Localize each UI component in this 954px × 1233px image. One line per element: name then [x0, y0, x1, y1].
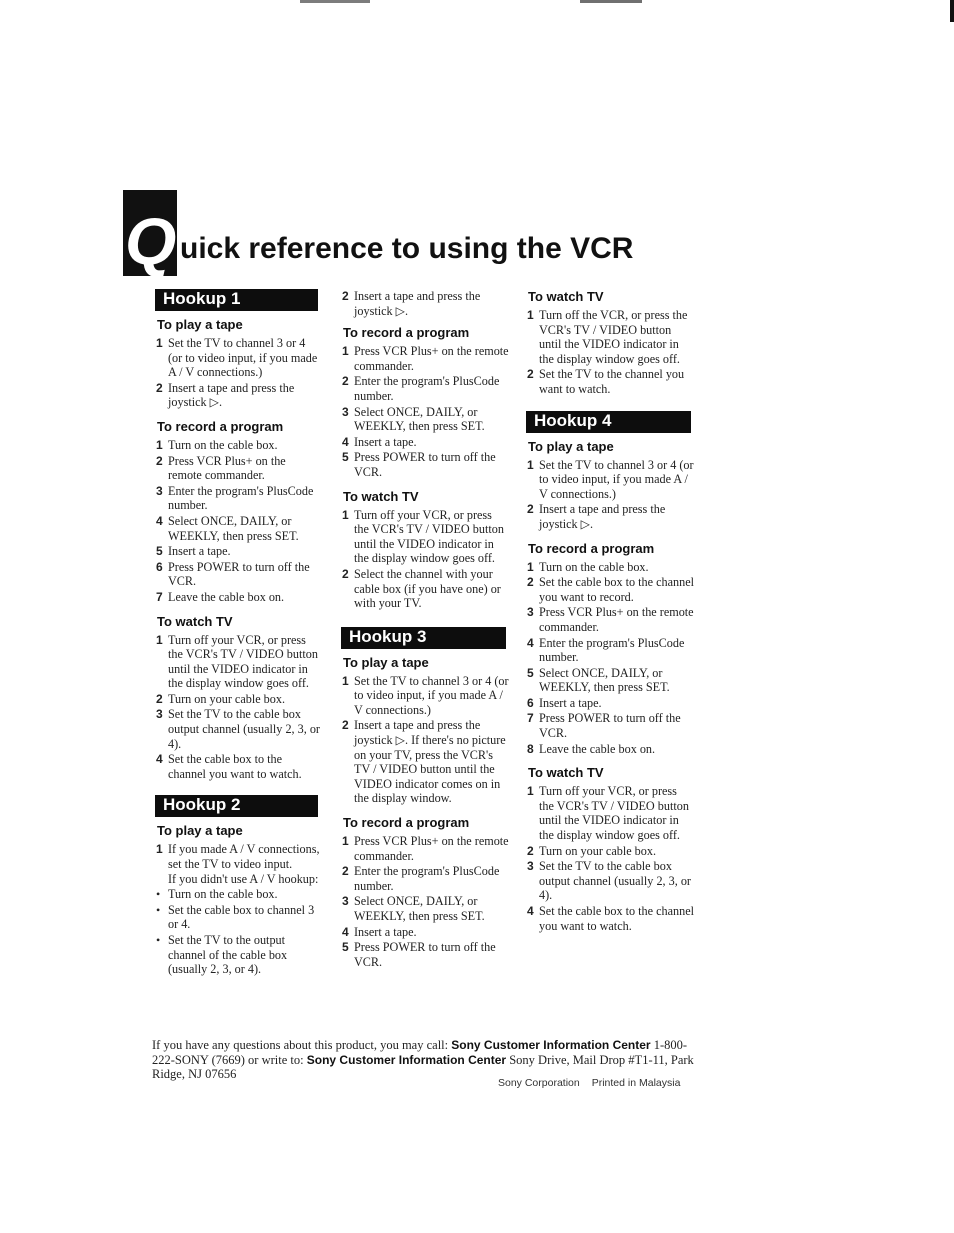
step-text: Enter the program's PlusCode number. [354, 864, 500, 893]
step-number: 1 [527, 559, 534, 574]
step-number: 2 [527, 575, 534, 590]
hookup-4-label: Hookup 4 [534, 410, 612, 430]
hookup-4-header [526, 411, 691, 433]
list-item [526, 560, 694, 575]
list-item [341, 374, 509, 403]
hookup-2-record-heading: To record a program [343, 325, 470, 341]
step-number: 8 [527, 741, 534, 756]
step-number: 3 [342, 894, 349, 909]
step-text: Set the TV to the channel you want to watch. [539, 367, 685, 396]
step-number: 1 [156, 336, 163, 350]
scan-artifact [950, 0, 954, 22]
print-info [498, 1077, 680, 1089]
step-text: Select the channel with your cable box (if you have one) or with your TV. [354, 566, 501, 611]
step-number: 4 [527, 904, 534, 918]
hookup-2-label: Hookup 2 [163, 795, 241, 815]
step-number: 6 [527, 695, 534, 710]
list-item [341, 405, 509, 434]
step-text: Press POWER to turn off the VCR. [539, 711, 681, 741]
hookup-1-label: Hookup 1 [163, 289, 241, 308]
list-item [526, 784, 694, 842]
list-item [526, 636, 694, 665]
step-text: Press VCR Plus+ on the remote commander. [354, 344, 509, 373]
step-text: If you made A / V connections, set the TV to video input. [168, 842, 320, 872]
step-number: 3 [527, 605, 534, 620]
step-text: Turn off your VCR, or press the VCR's TV / VIDEO button until the VIDEO indicator in the display window goes off. [354, 507, 504, 566]
list-item [341, 834, 509, 863]
step-text: Press POWER to turn off the VCR. [168, 559, 310, 589]
step-text: Select ONCE, DAILY, or WEEKLY, then press SET. [354, 894, 485, 923]
contact-footer [152, 1038, 702, 1082]
list-item [155, 752, 320, 781]
step-text: Leave the cable box on. [168, 589, 285, 604]
column-hookup-1 [155, 289, 320, 978]
scan-artifact [580, 0, 642, 3]
step-number: 2 [342, 374, 349, 389]
list-item [155, 438, 320, 453]
step-text: Insert a tape and press the joystick ▷. [539, 502, 666, 531]
step-number: 2 [156, 453, 163, 468]
list-item [341, 508, 509, 566]
step-text: Set the TV to channel 3 or 4 (or to video input, if you made A / V connections.) [539, 457, 694, 501]
step-text: Press VCR Plus+ on the remote commander. [168, 453, 286, 483]
step-text: Set the cable box to the channel you want to watch. [168, 752, 302, 781]
hookup-2-watch-heading: To watch TV [343, 488, 419, 504]
bullet-dot: • [156, 902, 161, 917]
hookup-1-record-heading: To record a program [157, 418, 284, 434]
list-item [155, 544, 320, 559]
column-3 [526, 289, 694, 934]
step-text-alt: If you didn't use A / V hookup: [168, 871, 319, 886]
list-item [341, 450, 509, 479]
hookup-4-watch-heading: To watch TV [528, 765, 604, 781]
hookup-1-play-heading: To play a tape [157, 317, 243, 332]
step-number: 2 [342, 864, 349, 879]
step-number: 4 [527, 635, 534, 650]
step-number: 1 [156, 437, 163, 452]
step-number: 1 [342, 344, 349, 359]
hookup-3-play-heading: To play a tape [343, 654, 429, 670]
hookup-3-label: Hookup 3 [349, 626, 427, 646]
hookup-4-record-heading: To record a program [528, 540, 655, 556]
step-text: Enter the program's PlusCode number. [168, 483, 314, 513]
step-text: Turn on the cable box. [168, 437, 278, 452]
step-number: 2 [342, 289, 349, 303]
step-number: 3 [156, 483, 163, 498]
step-number: 2 [342, 566, 349, 581]
list-item [526, 859, 694, 903]
list-item [155, 590, 320, 605]
step-number: 3 [342, 404, 349, 419]
step-text: Set the cable box to the channel you want to record. [539, 575, 694, 604]
list-item [155, 484, 320, 513]
list-item [526, 605, 694, 634]
step-number: 4 [156, 752, 163, 767]
bullet-item [155, 933, 320, 977]
footer-lead: If you have any questions about this product, you may call: [152, 1038, 449, 1052]
step-number: 5 [342, 450, 349, 465]
step-number: 1 [342, 507, 349, 522]
step-number: 2 [342, 718, 349, 733]
list-item [341, 674, 509, 718]
bullet-dot: • [156, 933, 161, 947]
hookup-3-record-heading: To record a program [343, 815, 470, 831]
list-item [155, 381, 320, 410]
list-item [155, 454, 320, 483]
step-text: Insert a tape and press the joystick ▷. If there's no picture on your TV, press the VCR's TV / VIDEO button until the VIDEO indicator comes on in the display window. [354, 718, 506, 806]
list-item [341, 718, 509, 806]
list-item [526, 696, 694, 711]
bullet-text: Set the cable box to channel 3 or 4. [168, 902, 315, 932]
list-item [341, 435, 509, 450]
step-text: Enter the program's PlusCode number. [539, 635, 685, 665]
step-text: Turn on your cable box. [539, 843, 657, 858]
step-number: 2 [156, 380, 163, 395]
list-item [341, 344, 509, 373]
step-text: Set the cable box to the channel you want to watch. [539, 904, 694, 933]
list-item [526, 367, 694, 396]
title-text: uick reference to using the VCR [180, 232, 634, 265]
bullet-dot: • [156, 887, 161, 902]
list-item [155, 560, 320, 589]
footer-center-name-2: Sony Customer Information Center [306, 1052, 507, 1067]
list-item [341, 894, 509, 923]
step-number: 2 [156, 691, 163, 706]
list-item [526, 458, 694, 502]
step-number: 5 [527, 665, 534, 680]
step-text: Turn on your cable box. [168, 691, 286, 706]
list-item [341, 940, 509, 969]
step-number: 1 [156, 842, 163, 857]
step-number: 7 [156, 589, 163, 604]
step-number: 2 [527, 843, 534, 858]
list-item [341, 925, 509, 940]
scan-artifact [300, 0, 370, 3]
step-number: 1 [527, 784, 534, 799]
step-text: Set the TV to channel 3 or 4 (or to video input, if you made A / V connections.) [354, 673, 509, 717]
step-text: Select ONCE, DAILY, or WEEKLY, then press SET. [354, 404, 485, 434]
footer-phone: 1-800-222-SONY (7669) or write to: [152, 1038, 688, 1067]
step-number: 2 [527, 367, 534, 382]
column-2 [341, 289, 509, 970]
list-item [526, 666, 694, 695]
step-text: Press VCR Plus+ on the remote commander. [539, 605, 694, 634]
step-text: Press VCR Plus+ on the remote commander. [354, 834, 509, 863]
step-text: Insert a tape and press the joystick ▷. [354, 289, 481, 318]
step-number: 1 [342, 673, 349, 688]
list-item [526, 844, 694, 859]
list-item [526, 904, 694, 933]
list-item [155, 633, 320, 691]
hookup-1-header [155, 289, 318, 311]
bullet-item [155, 903, 320, 932]
list-item [526, 308, 694, 366]
hookup-2-play-heading: To play a tape [157, 823, 243, 839]
list-item [341, 567, 509, 611]
step-number: 7 [527, 711, 534, 726]
list-item [155, 336, 320, 380]
step-text: Select ONCE, DAILY, or WEEKLY, then press SET. [539, 665, 670, 695]
list-item [341, 864, 509, 893]
step-number: 3 [527, 859, 534, 874]
step-number: 5 [156, 544, 163, 559]
drop-cap-letter: Q [125, 204, 177, 278]
hookup-3-watch-heading: To watch TV [528, 289, 604, 304]
hookup-3-header [341, 627, 506, 649]
step-number: 1 [527, 308, 534, 322]
step-number: 4 [342, 434, 349, 449]
bullet-text: Turn on the cable box. [168, 887, 278, 902]
step-number: 1 [527, 457, 534, 472]
company-name: Sony Corporation [498, 1077, 580, 1089]
step-text: Set the TV to channel 3 or 4 (or to video input, if you made A / V connections.) [168, 336, 318, 380]
step-text: Turn off your VCR, or press the VCR's TV / VIDEO button until the VIDEO indicator in the display window goes off. [168, 632, 318, 691]
list-item [526, 575, 694, 604]
step-text: Select ONCE, DAILY, or WEEKLY, then press SET. [168, 513, 299, 543]
step-number: 4 [156, 513, 163, 528]
step-text: Insert a tape. [354, 434, 417, 449]
step-text: Enter the program's PlusCode number. [354, 374, 500, 403]
step-text: Turn on the cable box. [539, 559, 649, 574]
bullet-text: Set the TV to the output channel of the cable box (usually 2, 3, or 4). [168, 933, 288, 977]
step-text: Turn off your VCR, or press the VCR's TV / VIDEO button until the VIDEO indicator in the display window goes off. [539, 784, 689, 843]
list-item [155, 707, 320, 751]
drop-cap-box [123, 190, 177, 276]
bullet-item [155, 887, 320, 902]
step-text: Insert a tape and press the joystick ▷. [168, 380, 295, 410]
step-text: Insert a tape. [168, 544, 231, 559]
step-number: 3 [156, 707, 163, 722]
list-item [526, 502, 694, 531]
list-item [341, 289, 509, 318]
hookup-2-header [155, 795, 318, 817]
step-text: Insert a tape. [354, 924, 417, 939]
list-item [155, 692, 320, 707]
step-text: Leave the cable box on. [539, 741, 656, 756]
footer-center-name: Sony Customer Information Center [451, 1038, 651, 1052]
step-number: 1 [342, 834, 349, 849]
step-text: Turn off the VCR, or press the VCR's TV / VIDEO button until the VIDEO indicator in the display window goes off. [539, 308, 688, 366]
step-text: Set the TV to the cable box output channel (usually 2, 3, or 4). [539, 859, 691, 903]
list-item [155, 842, 320, 886]
step-number: 6 [156, 559, 163, 574]
step-number: 5 [342, 940, 349, 955]
step-text: Set the TV to the cable box output channel (usually 2, 3, or 4). [168, 707, 320, 751]
step-number: 2 [527, 502, 534, 517]
hookup-4-play-heading: To play a tape [528, 438, 614, 454]
list-item [155, 514, 320, 543]
hookup-1-watch-heading: To watch TV [157, 613, 233, 629]
list-item [526, 742, 694, 757]
step-text: Press POWER to turn off the VCR. [354, 940, 496, 969]
step-text: Press POWER to turn off the VCR. [354, 450, 496, 479]
list-item [526, 711, 694, 740]
footer-address: Sony Drive, Mail Drop #T1-11, Park Ridge, NJ 07656 [152, 1052, 694, 1081]
step-text: Insert a tape. [539, 695, 602, 710]
step-number: 1 [156, 632, 163, 647]
printed-location: Printed in Malaysia [591, 1077, 681, 1089]
step-number: 4 [342, 924, 349, 939]
